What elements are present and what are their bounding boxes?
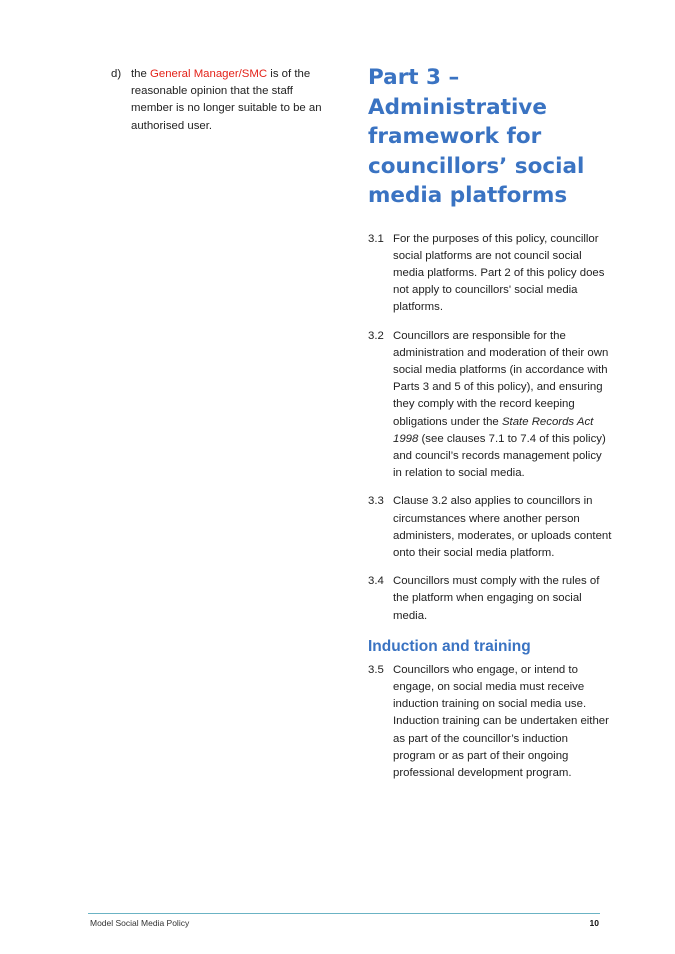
clause-number: 3.2	[368, 329, 384, 342]
item-text-before: the	[131, 68, 150, 80]
clause-3-3	[368, 493, 613, 562]
clause-text: Councillors must comply with the rules of the platform when engaging on social media.	[393, 575, 600, 622]
induction-subheading: Induction and training	[368, 637, 531, 655]
part3-heading: Part 3 – Administrative framework for councillors’ social media platforms	[368, 65, 585, 208]
clause-number: 3.5	[368, 663, 384, 676]
clause-text: Clause 3.2 also applies to councillors in circumstances where another person administers, moderates, or uploads content onto their social media platform.	[393, 495, 612, 559]
clause-text: For the purposes of this policy, councillor social platforms are not council social media platforms. Part 2 of this policy does not apply to councillors' social media platforms.	[393, 232, 605, 314]
clause-text-before: Councillors are responsible for the administration and moderation of their own social media platforms (in accordance with Parts 3 and 5 of this policy), and ensuring they comply with the record keeping obligations under the	[393, 329, 609, 428]
footer-divider	[88, 913, 600, 914]
right-column	[368, 63, 613, 793]
item-text	[131, 66, 331, 135]
clause-text: Councillors who engage, or intend to engage, on social media must receive induction training on social media use. Induction training can be undertaken either as part of the councillor’s induction program or as part of their ongoing professional development program.	[393, 663, 609, 779]
footer-document-title: Model Social Media Policy	[90, 918, 190, 928]
clause-number: 3.4	[368, 575, 384, 588]
clause-3-1	[368, 231, 613, 317]
clause-3-2	[368, 328, 613, 483]
left-column	[111, 66, 331, 135]
clause-text	[393, 328, 613, 483]
item-label: d)	[111, 68, 122, 80]
clause-number: 3.1	[368, 232, 384, 245]
general-manager-highlight: General Manager/SMC	[150, 68, 268, 80]
clause-3-5	[368, 662, 613, 782]
clause-number: 3.3	[368, 495, 384, 508]
state-records-act-citation: State Records Act 1998	[393, 415, 594, 445]
clause-3-4	[368, 573, 613, 625]
list-item-d	[111, 66, 331, 135]
item-text-after: is of the reasonable opinion that the staff member is no longer suitable to be an authorised user.	[131, 68, 322, 132]
clause-text-after: (see clauses 7.1 to 7.4 of this policy) and council’s records management policy in relation to social media.	[393, 432, 606, 480]
footer-page-number: 10	[589, 918, 599, 928]
